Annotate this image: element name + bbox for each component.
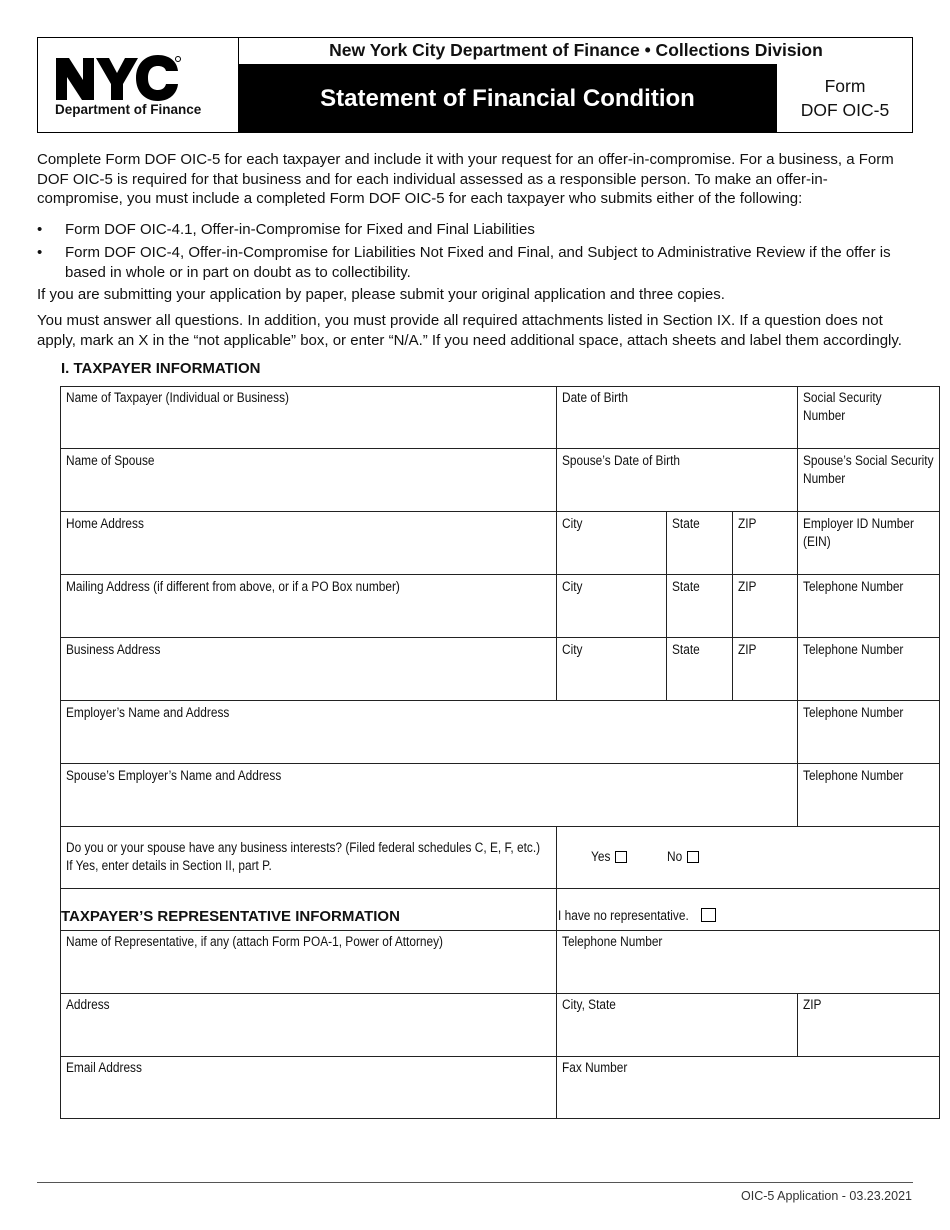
yes-label: Yes (591, 849, 611, 864)
paper-submission-note: If you are submitting your application by paper, please submit your original application and three copies. (37, 286, 725, 303)
form-id-cell (776, 64, 913, 133)
representative-heading: TAXPAYER’S REPRESENTATIVE INFORMATION (61, 908, 400, 925)
business-address-label: Business Address (66, 642, 161, 657)
logo-department-text: Department of Finance (55, 102, 202, 117)
spouse-name-label: Name of Spouse (66, 453, 155, 468)
business-interests-note: If Yes, enter details in Section II, part P. (66, 858, 272, 873)
page-title: Statement of Financial Condition (239, 64, 776, 133)
representative-address-label: Address (66, 997, 110, 1012)
mailing-state-label: State (672, 579, 700, 594)
business-state-label: State (672, 642, 700, 657)
representative-name-label: Name of Representative, if any (attach Form POA-1, Power of Attorney) (66, 934, 444, 949)
ein-label: Employer ID Number (EIN) (803, 516, 914, 549)
no-representative-label: I have no representative. (558, 908, 689, 923)
home-city-label: City (562, 516, 583, 531)
representative-telephone-label: Telephone Number (562, 934, 663, 949)
home-zip-label: ZIP (738, 516, 757, 531)
mailing-address-label: Mailing Address (if different from above, or if a PO Box number) (66, 579, 400, 594)
mailing-telephone-label: Telephone Number (803, 579, 904, 594)
business-interests-question: Do you or your spouse have any business interests? (Filed federal schedules C, E, F, etc.) (66, 840, 541, 855)
nyc-logo-mark (54, 54, 184, 102)
home-address-label: Home Address (66, 516, 144, 531)
employer-label: Employer’s Name and Address (66, 705, 230, 720)
representative-city-state-label: City, State (562, 997, 616, 1012)
logo-mark-text (37, 37, 38, 38)
employer-telephone-label: Telephone Number (803, 705, 904, 720)
bullet-text: Form DOF OIC-4, Offer-in-Compromise for Liabilities Not Fixed and Final, and Subject to Administrative Review if the offer is based in whole or in part on doubt as to collectibility. (65, 244, 891, 281)
business-telephone-label: Telephone Number (803, 642, 904, 657)
spouse-employer-telephone-label: Telephone Number (803, 768, 904, 783)
division-title: New York City Department of Finance • Collections Division (329, 40, 823, 60)
mailing-city-label: City (562, 579, 583, 594)
bullet-text: Form DOF OIC-4.1, Offer-in-Compromise for Fixed and Final Liabilities (65, 221, 535, 238)
business-zip-label: ZIP (738, 642, 757, 657)
footer-divider (37, 1182, 913, 1183)
footer-text: OIC-5 Application - 03.23.2021 (741, 1189, 912, 1203)
business-interests-yes-checkbox[interactable] (615, 851, 627, 863)
intro-paragraph: Complete Form DOF OIC-5 for each taxpayer and include it with your request for an offer-in-compromise. For a business, a Form DOF OIC-5 is required for that business and for each individual assessed as a responsible person. To make an offer-in-compromise, you must include a completed Form DOF OIC-5 for each taxpayer who submits either of the following: (37, 151, 894, 207)
section-heading: I. TAXPAYER INFORMATION (61, 360, 261, 377)
taxpayer-information-table (60, 386, 940, 1119)
spouse-ssn-label: Spouse’s Social Security Number (803, 453, 934, 486)
instructions-paragraph: You must answer all questions. In addition, you must provide all required attachments listed in Section IX. If a question does not apply, mark an X in the “not applicable” box, or enter “N/A.” If you need additional space, attach sheets and label them accordingly. (37, 312, 902, 349)
representative-fax-label: Fax Number (562, 1060, 628, 1075)
form-label: Form (824, 76, 866, 96)
bullet-icon: • (37, 244, 43, 261)
business-city-label: City (562, 642, 583, 657)
no-label: No (667, 849, 683, 864)
taxpayer-name-label: Name of Taxpayer (Individual or Business) (66, 390, 289, 405)
representative-zip-label: ZIP (803, 997, 822, 1012)
business-interests-no-checkbox[interactable] (687, 851, 699, 863)
spouse-employer-label: Spouse’s Employer’s Name and Address (66, 768, 282, 783)
form-id: DOF OIC-5 (800, 100, 890, 120)
representative-email-label: Email Address (66, 1060, 142, 1075)
date-of-birth-label: Date of Birth (562, 390, 629, 405)
bullet-icon: • (37, 221, 43, 238)
no-representative-checkbox[interactable] (701, 908, 716, 922)
mailing-zip-label: ZIP (738, 579, 757, 594)
ssn-label: Social Security Number (803, 390, 882, 423)
home-state-label: State (672, 516, 700, 531)
logo-cell (37, 37, 239, 133)
spouse-dob-label: Spouse’s Date of Birth (562, 453, 680, 468)
